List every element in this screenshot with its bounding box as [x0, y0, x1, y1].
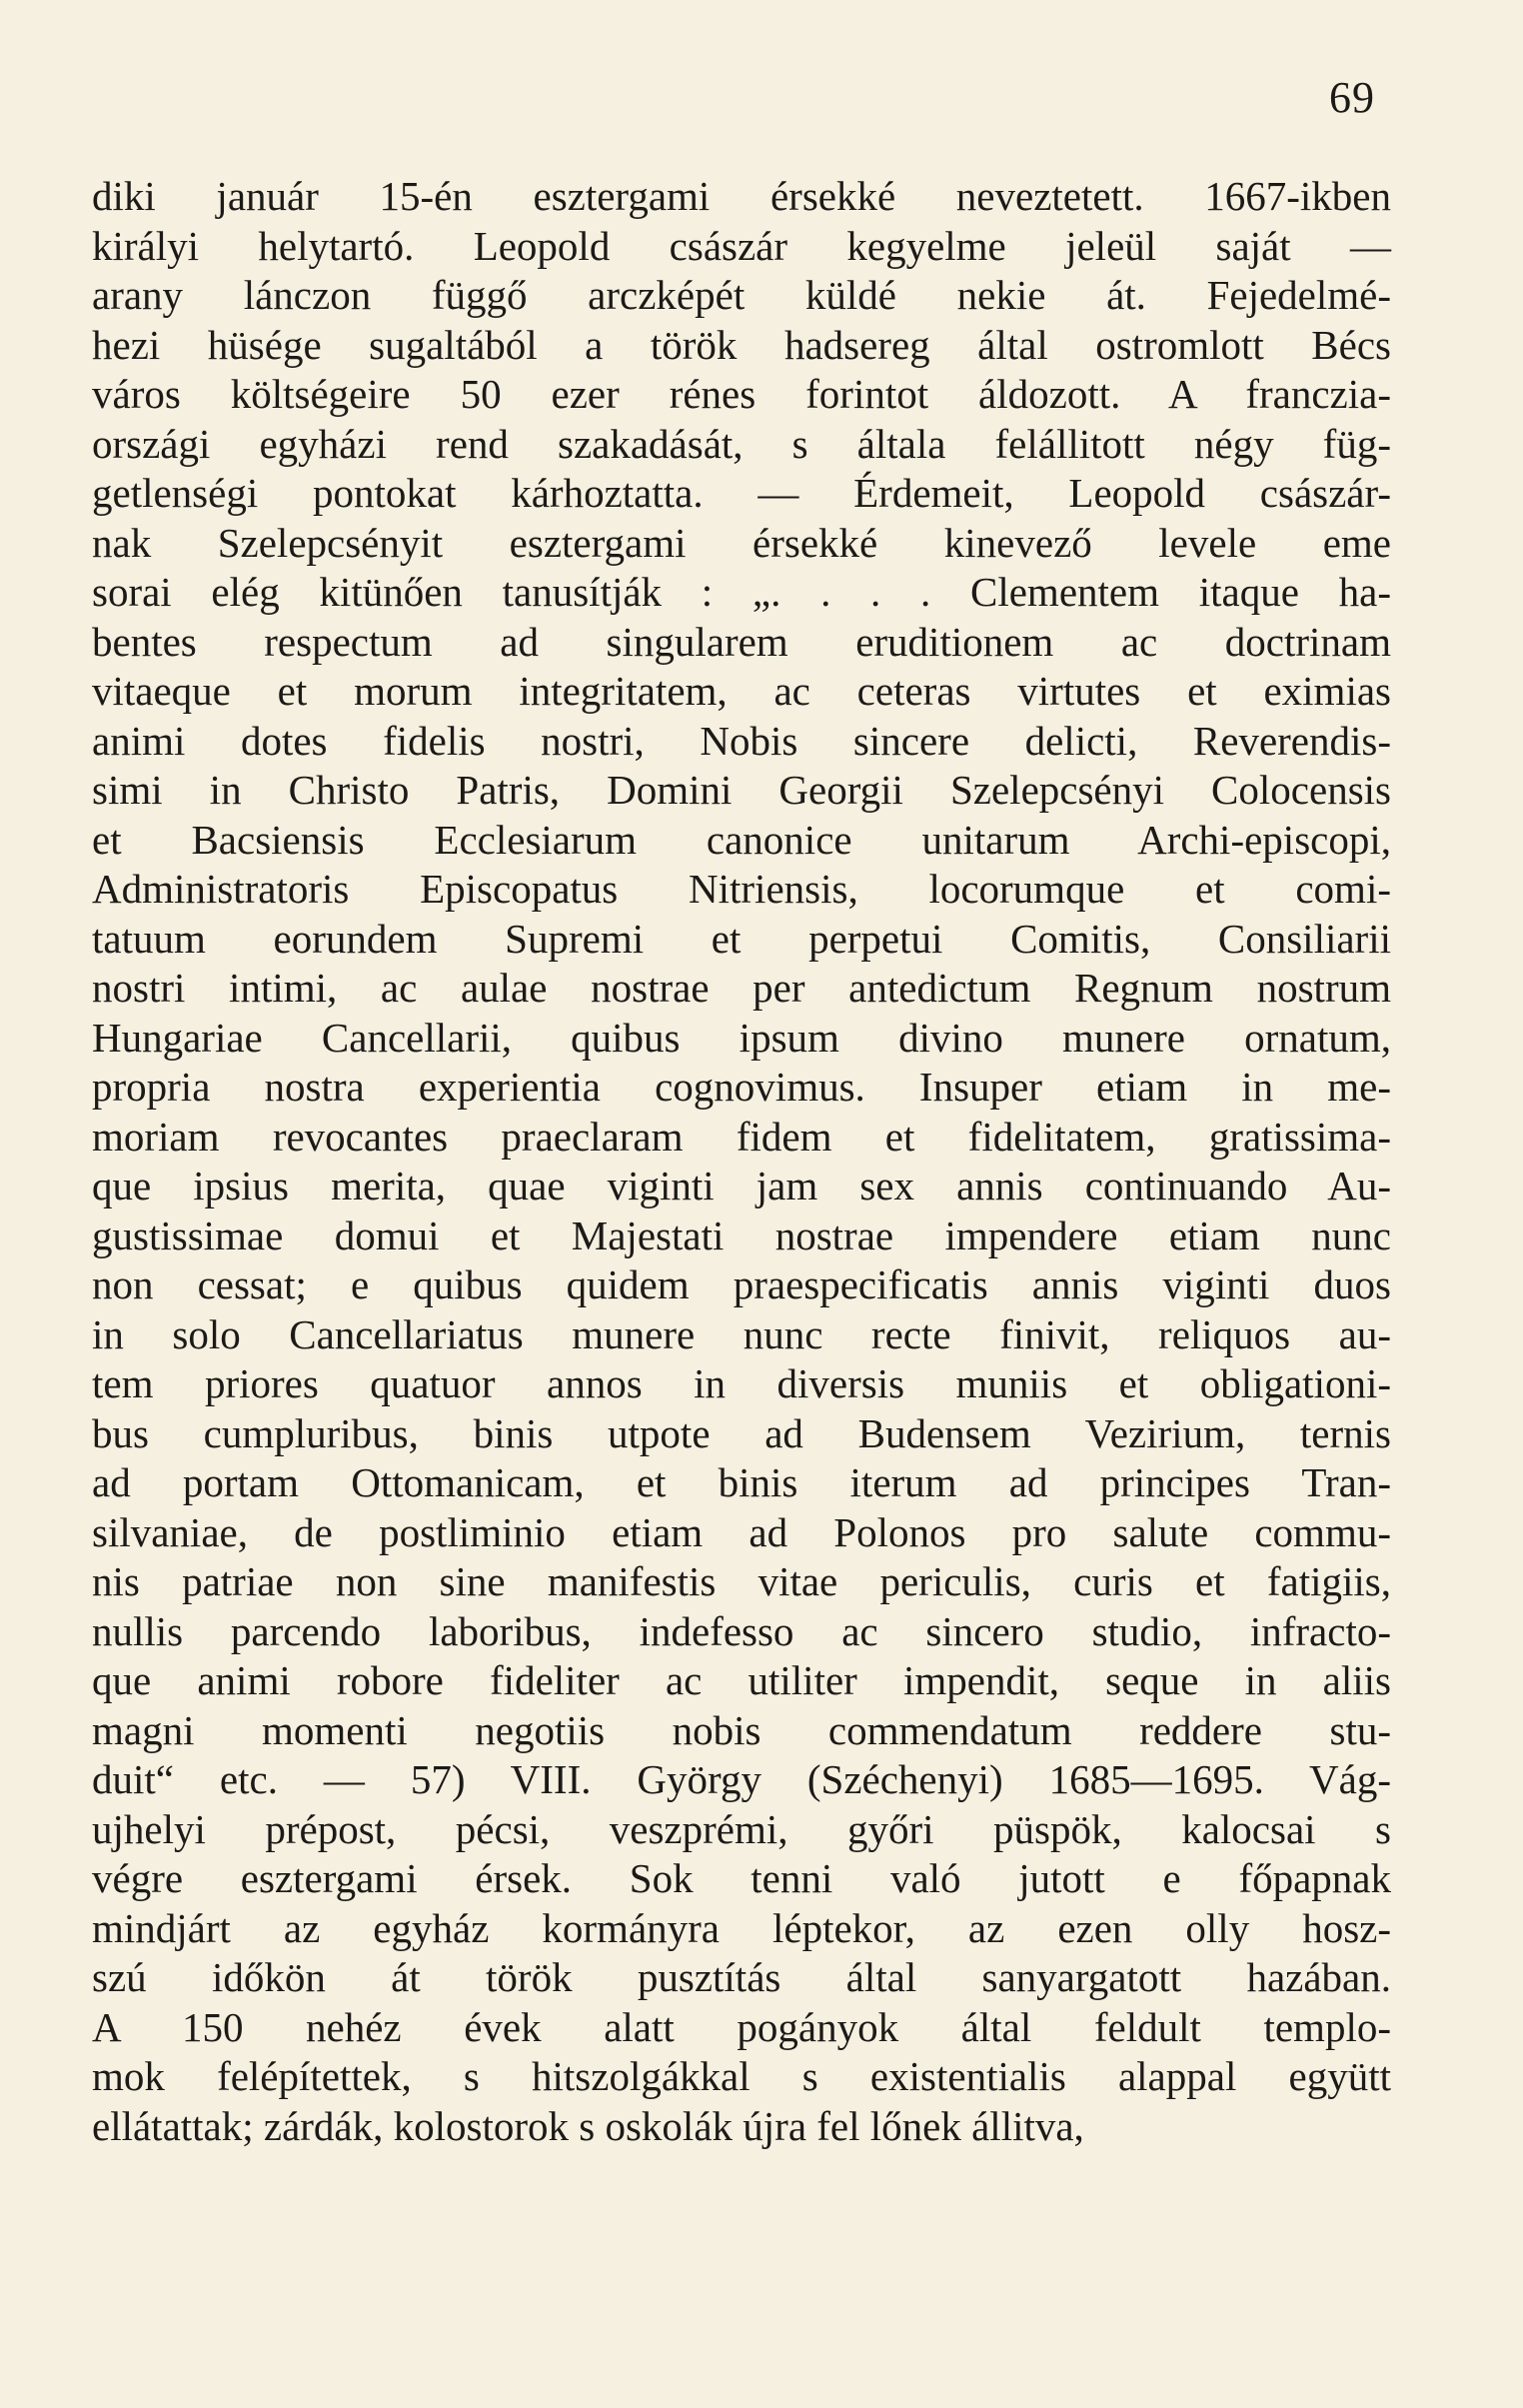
text-line: mok felépítettek, s hitszolgákkal s existentialis alappal együtt — [92, 2053, 1391, 2099]
text-line: non cessat; e quibus quidem praespecificatis annis viginti duos — [92, 1261, 1391, 1307]
text-line: mindjárt az egyház kormányra léptekor, az ezen olly hosz- — [92, 1904, 1391, 1951]
text-line: bus cumpluribus, binis utpote ad Budensem Vezirium, ternis — [92, 1409, 1391, 1456]
text-line: vitaeque et morum integritatem, ac ceteras virtutes et eximias — [92, 668, 1391, 714]
text-line: propria nostra experientia cognovimus. Insuper etiam in me- — [92, 1064, 1391, 1110]
page-number: 69 — [1329, 73, 1375, 122]
text-line: in solo Cancellariatus munere nunc recte finivit, reliquos au- — [92, 1310, 1391, 1357]
text-line: hezi hüsége sugaltából a török hadsereg által ostromlott Bécs — [92, 321, 1391, 368]
text-line: nak Szelepcsényit esztergami érsekké kinevező levele eme — [92, 519, 1391, 566]
text-line: silvaniae, de postliminio etiam ad Polonos pro salute commu- — [92, 1508, 1391, 1555]
text-line: országi egyházi rend szakadását, s általa felállitott négy füg- — [92, 420, 1391, 467]
text-line: királyi helytartó. Leopold császár kegyelme jeleül saját — — [92, 222, 1391, 269]
text-line: gustissimae domui et Majestati nostrae impendere etiam nunc — [92, 1211, 1391, 1258]
text-line: et Bacsiensis Ecclesiarum canonice unitarum Archi-episcopi, — [92, 816, 1391, 863]
text-line: sorai elég kitünően tanusítják : „. . . . Clementem itaque ha- — [92, 569, 1391, 615]
text-line: ellátattak; zárdák, kolostorok s oskolák újra fel lőnek állitva, — [92, 2102, 1084, 2149]
text-line: arany lánczon függő arczképét küldé nekie át. Fejedelmé- — [92, 272, 1391, 318]
text-line: Hungariae Cancellarii, quibus ipsum divino munere ornatum, — [92, 1014, 1391, 1061]
text-line: animi dotes fidelis nostri, Nobis sincere delicti, Reverendis- — [92, 717, 1391, 764]
text-line: magni momenti negotiis nobis commendatum reddere stu- — [92, 1706, 1391, 1753]
text-line: Administratoris Episcopatus Nitriensis, locorumque et comi- — [92, 866, 1391, 912]
text-line: ad portam Ottomanicam, et binis iterum ad principes Tran- — [92, 1459, 1391, 1505]
text-line: város költségeire 50 ezer rénes forintot áldozott. A franczia- — [92, 371, 1391, 417]
body-text — [92, 172, 1391, 2151]
text-line: moriam revocantes praeclaram fidem et fidelitatem, gratissima- — [92, 1113, 1391, 1160]
text-line: szú időkön át török pusztítás által sanyargatott hazában. — [92, 1954, 1391, 2000]
text-line: tatuum eorundem Supremi et perpetui Comitis, Consiliarii — [92, 915, 1391, 962]
text-line: nis patriae non sine manifestis vitae periculis, curis et fatigiis, — [92, 1558, 1391, 1604]
text-line: nullis parcendo laboribus, indefesso ac sincero studio, infracto- — [92, 1607, 1391, 1654]
text-line: ujhelyi prépost, pécsi, veszprémi, győri püspök, kalocsai s — [92, 1805, 1391, 1852]
text-line: que ipsius merita, quae viginti jam sex annis continuando Au- — [92, 1163, 1391, 1208]
text-line: diki január 15-én esztergami érsekké neveztetett. 1667-ikben — [92, 173, 1391, 219]
text-line: bentes respectum ad singularem eruditionem ac doctrinam — [92, 618, 1391, 665]
text-line: que animi robore fideliter ac utiliter impendit, seque in aliis — [92, 1657, 1391, 1703]
text-line: duit“ etc. — 57) VIII. György (Széchenyi) 1685—1695. Vág- — [92, 1756, 1391, 1802]
text-line: végre esztergami érsek. Sok tenni való jutott e főpapnak — [92, 1855, 1391, 1901]
text-line: nostri intimi, ac aulae nostrae per antedictum Regnum nostrum — [92, 965, 1391, 1011]
text-line: simi in Christo Patris, Domini Georgii Szelepcsényi Colocensis — [92, 767, 1391, 813]
text-line: tem priores quatuor annos in diversis muniis et obligationi- — [92, 1360, 1391, 1406]
text-line: getlenségi pontokat kárhoztatta. — Érdemeit, Leopold császár- — [92, 470, 1391, 516]
text-line: A 150 nehéz évek alatt pogányok által feldult templo- — [92, 2003, 1391, 2050]
